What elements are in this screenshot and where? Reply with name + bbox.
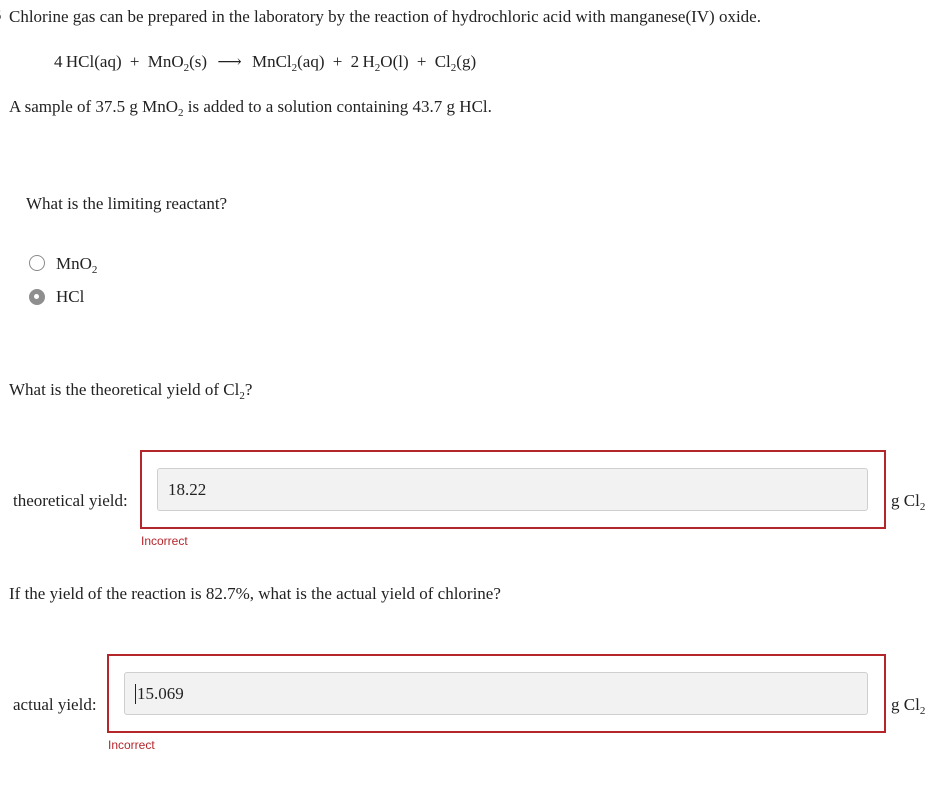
- equation-reactant-hcl: 4 HCl(aq): [54, 52, 122, 71]
- equation-product-cl2: $Cl_2(g)$: [434, 52, 477, 74]
- radio-hcl[interactable]: [29, 289, 45, 305]
- radio-mno2[interactable]: [29, 255, 45, 271]
- reaction-arrow-icon: ⟶: [217, 52, 242, 71]
- text-cursor: [135, 684, 136, 704]
- theoretical-yield-input[interactable]: [157, 468, 868, 511]
- question-intro: Chlorine gas can be prepared in the laboratory by the reaction of hydrochloric acid with manganese(IV) oxide.: [9, 7, 761, 26]
- actual-yield-prompt: If the yield of the reaction is 82.7%, what is the actual yield of chlorine?: [9, 584, 501, 603]
- equation-reactant-mno2: MnO$_2$(s): [147, 52, 208, 74]
- limiting-reactant-prompt: What is the limiting reactant?: [26, 194, 228, 213]
- actual-yield-feedback: Incorrect: [108, 738, 155, 752]
- equation-plus: +: [416, 52, 427, 71]
- equation-product-mncl2: MnCl$_2$(aq): [251, 52, 325, 74]
- reaction-equation: [54, 52, 476, 72]
- theoretical-yield-value: 18.22: [168, 479, 207, 499]
- equation-plus: +: [129, 52, 140, 71]
- equation-product-water: 2 $H_2O(l)$: [350, 52, 409, 74]
- actual-yield-label: actual yield:: [13, 695, 97, 714]
- actual-yield-input[interactable]: [124, 672, 868, 715]
- sample-statement: A sample of 37.5 g MnO$_2$ is added to a solution containing 43.7 g HCl.: [9, 97, 492, 119]
- question-number: [0, 8, 2, 25]
- theoretical-yield-feedback: Incorrect: [141, 534, 188, 548]
- theoretical-yield-unit: g $Cl_2$: [891, 491, 926, 513]
- option-label-hcl[interactable]: HCl: [56, 287, 85, 306]
- equation-plus: +: [332, 52, 343, 71]
- theoretical-yield-label: theoretical yield:: [13, 491, 128, 510]
- actual-yield-unit: g $Cl_2$: [891, 695, 926, 717]
- option-label-mno2[interactable]: MnO$_2$: [56, 254, 98, 276]
- theoretical-yield-prompt: What is the theoretical yield of $Cl_2$?: [9, 380, 253, 402]
- actual-yield-value: 15.069: [137, 683, 184, 703]
